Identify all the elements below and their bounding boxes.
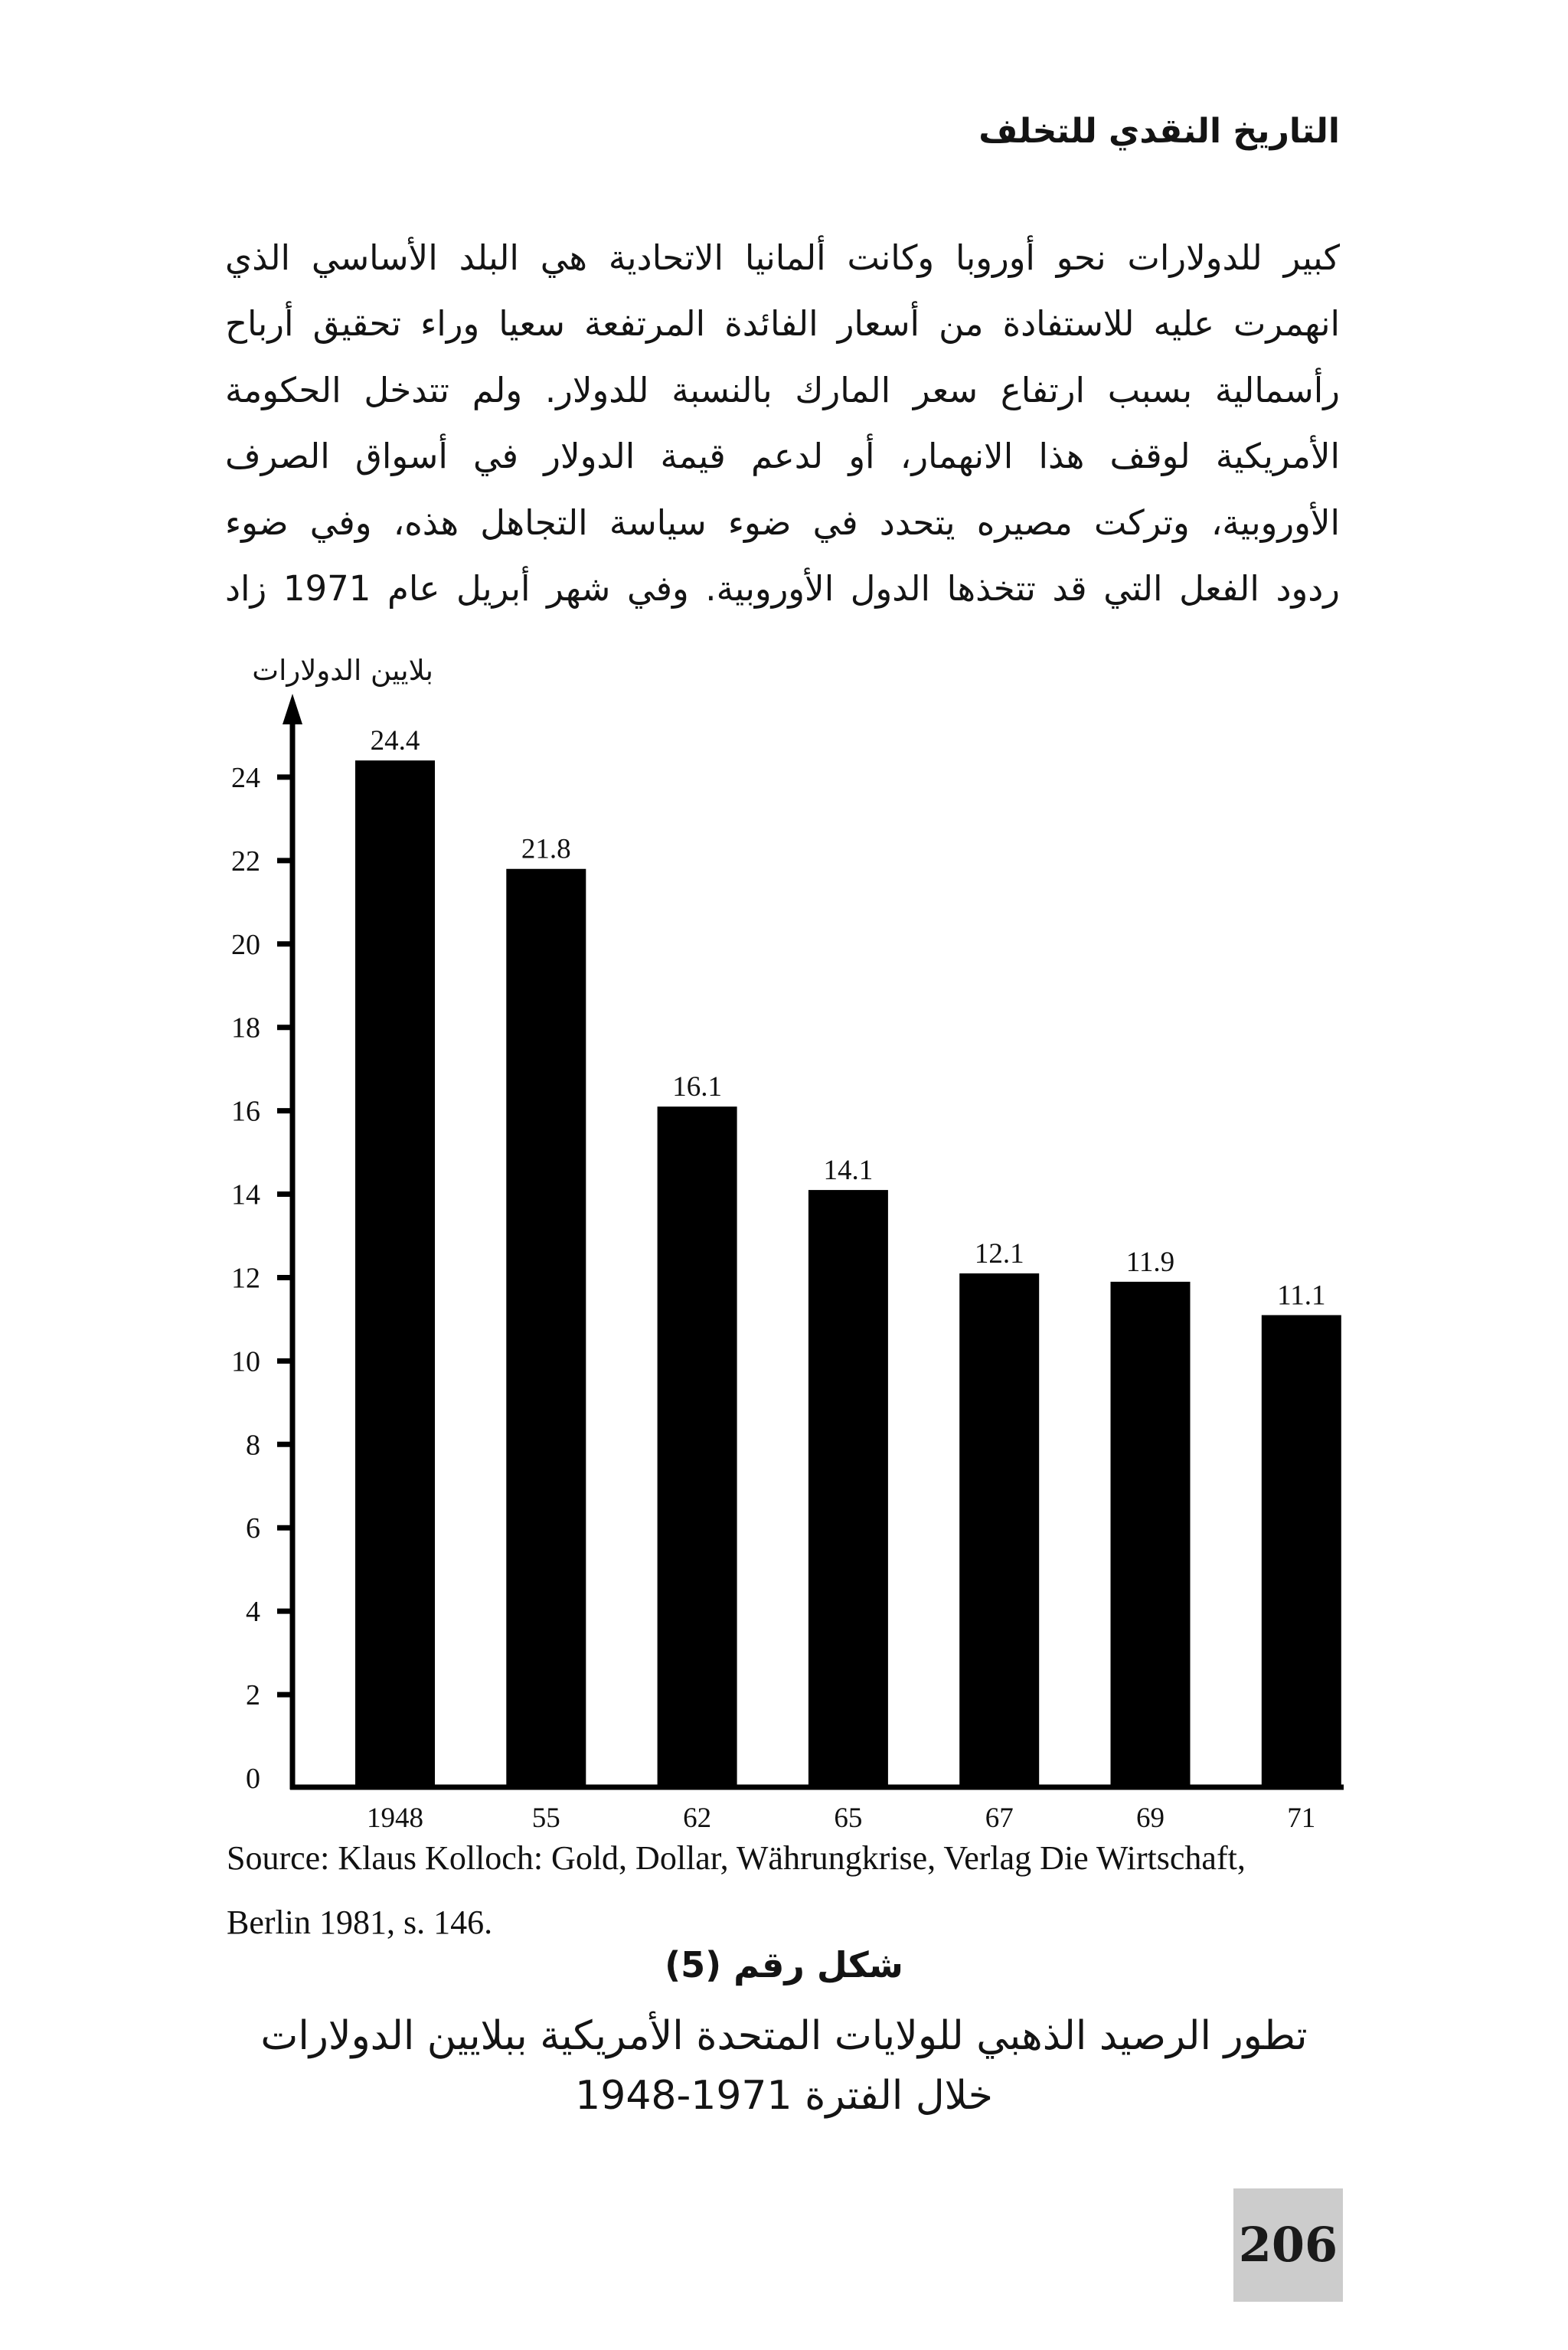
body-text-line: انهمرت عليه للاستفادة من أسعار الفائدة المرتفعة سعيا وراء تحقيق أرباح <box>225 303 1340 344</box>
y-tick-label-10: 10 <box>231 1345 260 1378</box>
source-citation-line: Source: Klaus Kolloch: Gold, Dollar, Währungkrise, Verlag Die Wirtschaft, <box>227 1839 1246 1877</box>
bar-1948 <box>355 760 435 1787</box>
x-tick-label-65: 65 <box>834 1803 863 1834</box>
y-tick-label-8: 8 <box>246 1429 260 1462</box>
source-citation-line: Berlin 1981, s. 146. <box>227 1904 493 1941</box>
bar-69 <box>1111 1282 1191 1787</box>
figure-caption-line: خلال الفترة 1971-1948 <box>575 2073 993 2119</box>
y-tick-label-2: 2 <box>246 1679 260 1712</box>
x-tick-label-69: 69 <box>1136 1803 1165 1834</box>
y-tick-label-24: 24 <box>231 761 260 794</box>
y-axis-label: بلايين الدولارات <box>252 654 433 687</box>
x-tick-label-62: 62 <box>683 1803 712 1834</box>
bar-value-label-62: 16.1 <box>672 1071 722 1103</box>
bar-chart <box>199 643 1363 1853</box>
y-tick-label-18: 18 <box>231 1012 260 1044</box>
bar-value-label-55: 21.8 <box>521 833 571 865</box>
bar-value-label-67: 12.1 <box>974 1238 1024 1270</box>
bar-value-label-69: 11.9 <box>1125 1246 1175 1278</box>
bar-67 <box>959 1273 1039 1787</box>
bar-55 <box>506 869 586 1787</box>
bar-71 <box>1262 1315 1341 1787</box>
page-number-box <box>1233 2188 1343 2302</box>
bar-value-label-65: 14.1 <box>823 1155 874 1187</box>
body-text-line: كبير للدولارات نحو أوروبا وكانت ألمانيا الاتحادية هي البلد الأساسي الذي <box>225 237 1340 278</box>
figure-caption-line: تطور الرصيد الذهبي للولايات المتحدة الأمريكية ببلايين الدولارات <box>260 2013 1308 2059</box>
y-tick-label-0: 0 <box>246 1763 260 1795</box>
y-tick-label-14: 14 <box>231 1178 260 1211</box>
y-tick-label-4: 4 <box>246 1596 260 1629</box>
x-tick-label-55: 55 <box>531 1803 560 1834</box>
body-text-line: رأسمالية بسبب ارتفاع سعر المارك بالنسبة للدولار. ولم تتدخل الحكومة <box>225 370 1340 410</box>
body-text-line: ردود الفعل التي قد تتخذها الدول الأوروبية. وفي شهر أبريل عام 1971 زاد <box>225 568 1340 609</box>
page-number: 206 <box>1238 2217 1338 2273</box>
y-tick-label-22: 22 <box>231 845 260 878</box>
x-tick-label-71: 71 <box>1287 1803 1316 1834</box>
y-tick-label-12: 12 <box>231 1262 260 1295</box>
figure-label: شكل رقم (5) <box>665 1944 903 1986</box>
bar-value-label-1948: 24.4 <box>370 725 420 757</box>
bar-62 <box>658 1106 737 1787</box>
x-tick-label-1948: 1948 <box>367 1803 423 1834</box>
running-title: التاريخ النقدي للتخلف <box>978 112 1340 151</box>
bar-65 <box>808 1190 888 1787</box>
body-text-line: الأوروبية، وتركت مصيره يتحدد في ضوء سياسة التجاهل هذه، وفي ضوء <box>225 502 1340 543</box>
x-tick-label-67: 67 <box>985 1803 1014 1834</box>
y-axis-arrow-icon <box>283 694 302 724</box>
y-tick-label-6: 6 <box>246 1512 260 1545</box>
y-tick-label-16: 16 <box>231 1095 260 1128</box>
bar-value-label-71: 11.1 <box>1277 1280 1326 1312</box>
body-text-line: الأمريكية لوقف هذا الانهمار، أو لدعم قيمة الدولار في أسواق الصرف <box>225 436 1340 476</box>
y-tick-label-20: 20 <box>231 928 260 961</box>
